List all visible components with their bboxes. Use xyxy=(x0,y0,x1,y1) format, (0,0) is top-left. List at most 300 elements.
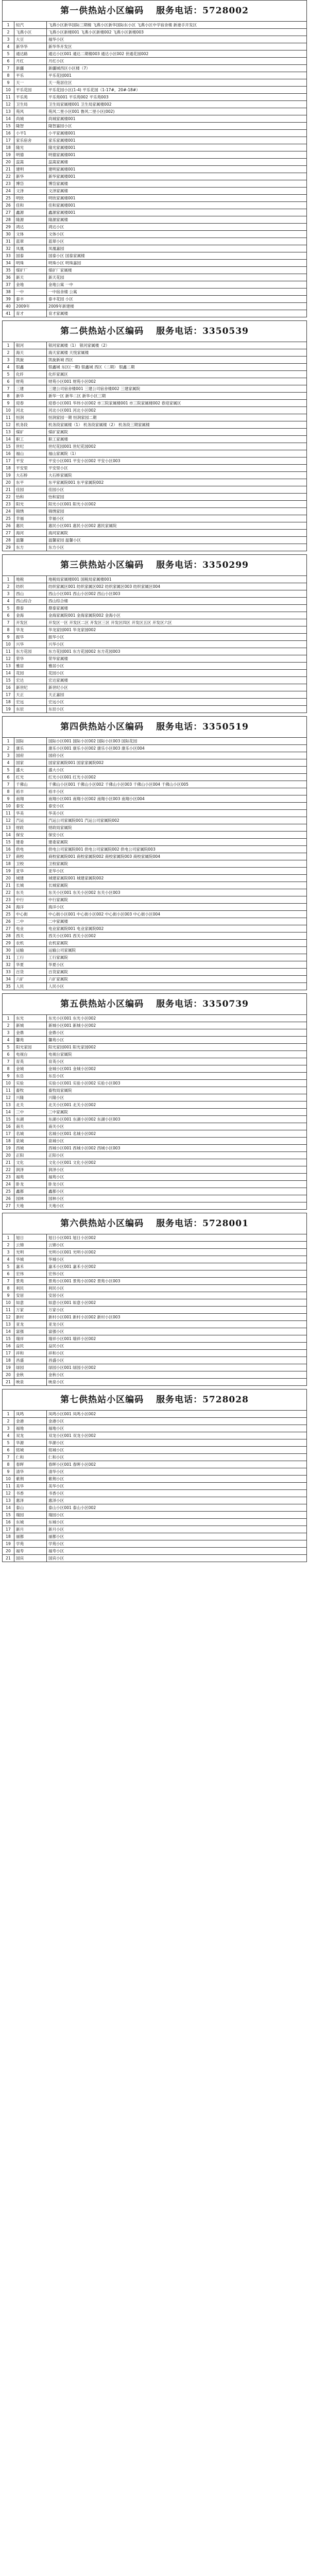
area-name: 泰山 xyxy=(14,1504,47,1512)
area-name: 新世纪 xyxy=(14,684,47,691)
station-table xyxy=(2,21,307,317)
row-number: 18 xyxy=(3,699,14,706)
row-number: 12 xyxy=(3,1490,14,1497)
area-codes: 金海家属院001 金海家属院002 金海小区 xyxy=(47,612,307,619)
area-codes: 锦绣家园 xyxy=(47,508,307,515)
table-row xyxy=(3,832,307,839)
row-number: 14 xyxy=(3,436,14,443)
area-codes: 职工家属楼 xyxy=(47,436,307,443)
table-row xyxy=(3,1555,307,1562)
table-row xyxy=(3,407,307,414)
area-name: 双龙 xyxy=(14,1432,47,1439)
table-row xyxy=(3,252,307,260)
row-number: 12 xyxy=(3,655,14,663)
table-row xyxy=(3,400,307,407)
area-codes: 平乐苑001 平乐苑002 平乐苑003 xyxy=(47,94,307,101)
area-codes: 保安小区 xyxy=(47,832,307,839)
area-name: 化纤 xyxy=(14,371,47,378)
area-codes: 建委家属院 xyxy=(47,839,307,846)
area-name: 书香 xyxy=(14,1490,47,1497)
row-number: 4 xyxy=(3,364,14,371)
area-name: 东岳 xyxy=(14,1073,47,1080)
area-name: 西城 xyxy=(14,1145,47,1152)
table-row xyxy=(3,159,307,166)
area-codes: 世纪花园001 世纪花园002 xyxy=(47,443,307,450)
area-codes: 迎春小区001 华玮小区002 市三院家属楼001 市三院家属楼002 春迎家属区 xyxy=(47,400,307,407)
area-name: 新城 xyxy=(14,1022,47,1029)
area-name: 铭城 xyxy=(14,1447,47,1454)
row-number: 21 xyxy=(3,486,14,494)
table-row xyxy=(3,699,307,706)
row-number: 2 xyxy=(3,349,14,357)
area-codes: 六矿家属院 xyxy=(47,976,307,983)
row-number: 2 xyxy=(3,1418,14,1425)
row-number: 4 xyxy=(3,1432,14,1439)
table-row xyxy=(3,846,307,853)
area-codes: 金港小区 xyxy=(47,1418,307,1425)
row-number: 36 xyxy=(3,274,14,281)
area-name: 鑫源 xyxy=(14,209,47,216)
row-number: 23 xyxy=(3,180,14,188)
area-name: 北关 xyxy=(14,1101,47,1109)
area-codes: 凤凰嘉园 xyxy=(47,245,307,252)
area-name: 昌盛 xyxy=(14,1357,47,1364)
area-name: 红光 xyxy=(14,774,47,781)
area-codes: 泰丰花园 小区 xyxy=(47,296,307,303)
area-codes: 双龙小区001 双龙小区002 xyxy=(47,1432,307,1439)
table-row xyxy=(3,393,307,400)
row-number: 32 xyxy=(3,245,14,252)
area-name: 新疆 xyxy=(14,65,47,72)
row-number: 3 xyxy=(3,357,14,364)
area-name: 月红 xyxy=(14,58,47,65)
area-codes: 长城家属院 xyxy=(47,882,307,889)
station-title xyxy=(2,716,307,737)
row-number: 25 xyxy=(3,195,14,202)
table-row xyxy=(3,1094,307,1101)
row-number: 3 xyxy=(3,1029,14,1037)
table-row xyxy=(3,245,307,252)
area-name: 泰安 xyxy=(14,803,47,810)
area-name: 人民 xyxy=(14,983,47,990)
area-name: 春晖 xyxy=(14,1461,47,1468)
row-number: 6 xyxy=(3,378,14,385)
table-row xyxy=(3,1174,307,1181)
row-number: 23 xyxy=(3,896,14,904)
area-name: 千佛山 xyxy=(14,781,47,788)
row-number: 6 xyxy=(3,1270,14,1278)
area-codes: 鑫都小区 xyxy=(47,1188,307,1195)
area-codes: 铭城小区 xyxy=(47,1447,307,1454)
area-codes: 机务段家属楼（1） 机务段家属楼（2） 机务段三期家属楼 xyxy=(47,421,307,429)
area-codes: 卫生局家属楼001 卫生局家属楼002 xyxy=(47,101,307,108)
station-name: 第六供热站小区编码 xyxy=(60,1218,144,1229)
area-name: 园林 xyxy=(14,1195,47,1202)
area-codes: 富强小区 xyxy=(47,1328,307,1335)
area-name: 金城 xyxy=(14,1065,47,1073)
row-number: 16 xyxy=(3,846,14,853)
row-number: 13 xyxy=(3,1497,14,1504)
row-number: 19 xyxy=(3,868,14,875)
row-number: 38 xyxy=(3,289,14,296)
area-name: 裕丰 xyxy=(14,788,47,795)
area-codes: 国家家属院001 国家家属院002 xyxy=(47,759,307,767)
table-row xyxy=(3,115,307,123)
row-number: 33 xyxy=(3,969,14,976)
area-codes: 一中宿舍楼 公寓 xyxy=(47,289,307,296)
table-row xyxy=(3,50,307,58)
area-name: 海天 xyxy=(14,349,47,357)
station-phone: 服务电话：3350519 xyxy=(156,722,249,732)
area-codes: 宏达家属楼 xyxy=(47,677,307,684)
area-codes: 鼎泰家属楼 xyxy=(47,605,307,612)
area-name: 福寿 xyxy=(14,1548,47,1555)
row-number: 16 xyxy=(3,1519,14,1526)
table-row xyxy=(3,925,307,933)
table-row xyxy=(3,1533,307,1540)
area-codes: 清华小区 xyxy=(47,1468,307,1476)
table-row xyxy=(3,1166,307,1174)
table-row xyxy=(3,1335,307,1343)
area-name: 映泉 xyxy=(14,1379,47,1386)
table-row xyxy=(3,706,307,713)
area-name: 安居 xyxy=(14,1292,47,1299)
row-number: 27 xyxy=(3,530,14,537)
row-number: 14 xyxy=(3,115,14,123)
area-name: 祥和 xyxy=(14,1350,47,1357)
area-name: 卫校 xyxy=(14,860,47,868)
area-name: 阳光家园 xyxy=(14,1044,47,1051)
area-name: 文化 xyxy=(14,1159,47,1166)
row-number: 12 xyxy=(3,1094,14,1101)
area-name: 平乐花园 xyxy=(14,87,47,94)
table-row xyxy=(3,342,307,349)
area-name: 金海 xyxy=(14,612,47,619)
row-number: 11 xyxy=(3,1483,14,1490)
area-codes: 东光小区001 东光小区002 xyxy=(47,1015,307,1022)
row-number: 2 xyxy=(3,29,14,36)
area-name: 景苑 xyxy=(14,1278,47,1285)
row-number: 9 xyxy=(3,400,14,407)
area-name: 锦绣 xyxy=(14,508,47,515)
area-name: 开发区 xyxy=(14,619,47,626)
table-row xyxy=(3,58,307,65)
row-number: 16 xyxy=(3,450,14,457)
row-number: 30 xyxy=(3,231,14,238)
table-row xyxy=(3,443,307,450)
table-row xyxy=(3,691,307,699)
row-number: 3 xyxy=(3,36,14,43)
table-row xyxy=(3,684,307,691)
table-row xyxy=(3,544,307,551)
area-codes: 新天花园 xyxy=(47,274,307,281)
area-codes: 国际小区001 国际小区002 国际小区003 国际花园 xyxy=(47,738,307,745)
row-number: 15 xyxy=(3,443,14,450)
station-phone: 服务电话：5728001 xyxy=(156,1218,249,1229)
area-name: 鑫都 xyxy=(14,1188,47,1195)
row-number: 22 xyxy=(3,494,14,501)
station-table xyxy=(2,575,307,713)
area-codes: 惠民小区001 惠民小区002 惠民家属院 xyxy=(47,522,307,530)
area-name: 煤矿厂 xyxy=(14,267,47,274)
table-row xyxy=(3,824,307,832)
table-row xyxy=(3,1195,307,1202)
table-row xyxy=(3,1371,307,1379)
area-codes: 商校家属院001 商校家属院002 商校家属院003 商校家属院004 xyxy=(47,853,307,860)
area-codes: 文化小区001 文化小区002 xyxy=(47,1159,307,1166)
row-number: 5 xyxy=(3,1439,14,1447)
table-row xyxy=(3,1548,307,1555)
area-name: 丽都 xyxy=(14,1533,47,1540)
area-codes: 平安小区001 平安小区002 平安小区003 xyxy=(47,457,307,465)
row-number: 15 xyxy=(3,1116,14,1123)
row-number: 21 xyxy=(3,1379,14,1386)
row-number: 18 xyxy=(3,144,14,151)
row-number: 17 xyxy=(3,691,14,699)
table-row xyxy=(3,274,307,281)
table-row xyxy=(3,1497,307,1504)
row-number: 3 xyxy=(3,1249,14,1256)
area-name: 温馨 xyxy=(14,537,47,544)
table-row xyxy=(3,22,307,29)
table-row xyxy=(3,1432,307,1439)
table-row xyxy=(3,1278,307,1285)
row-number: 17 xyxy=(3,1526,14,1533)
area-codes: 西关小区001 西关小区002 xyxy=(47,933,307,940)
table-row xyxy=(3,137,307,144)
area-codes: 恒润家园一期 恒润家园二期 xyxy=(47,414,307,421)
area-codes: 瑞园小区 xyxy=(47,1512,307,1519)
row-number: 16 xyxy=(3,130,14,137)
row-number: 12 xyxy=(3,101,14,108)
table-row xyxy=(3,166,307,173)
area-codes: 隆源家属楼 xyxy=(47,216,307,224)
table-row xyxy=(3,1181,307,1188)
station-title xyxy=(2,993,307,1014)
area-name: 飞燕小区 xyxy=(14,29,47,36)
area-name: 新华华 xyxy=(14,43,47,50)
area-codes: 海洋小区 xyxy=(47,904,307,911)
area-codes: 国宾小区 xyxy=(47,1555,307,1562)
area-codes: 亚华小区 xyxy=(47,868,307,875)
area-codes: 雅居小区 xyxy=(47,663,307,670)
area-codes: 园林小区 xyxy=(47,1195,307,1202)
table-row xyxy=(3,1328,307,1335)
row-number: 9 xyxy=(3,634,14,641)
area-name: 小平1 xyxy=(14,130,47,137)
area-codes: 畜牧局家属院 xyxy=(47,1087,307,1094)
station-title xyxy=(2,1389,307,1410)
area-codes: 天地小区 xyxy=(47,1202,307,1210)
row-number: 1 xyxy=(3,1015,14,1022)
area-name: 2009年 xyxy=(14,303,47,310)
row-number: 19 xyxy=(3,151,14,159)
area-codes: 景苑小区001 景苑小区002 景苑小区003 xyxy=(47,1278,307,1285)
area-codes: 阳光小区001 阳光小区002 xyxy=(47,501,307,508)
area-name: 明珠 xyxy=(14,260,47,267)
area-name: 西山综合 xyxy=(14,598,47,605)
table-row xyxy=(3,289,307,296)
area-name: 新华 xyxy=(14,393,47,400)
area-codes: 鸿达小区 xyxy=(47,224,307,231)
row-number: 28 xyxy=(3,933,14,940)
table-row xyxy=(3,767,307,774)
area-name: 兴华 xyxy=(14,641,47,648)
table-row xyxy=(3,954,307,961)
table-row xyxy=(3,1080,307,1087)
table-row xyxy=(3,494,307,501)
area-codes: 名城小区001 名城小区002 xyxy=(47,1130,307,1138)
row-number: 27 xyxy=(3,1202,14,1210)
table-row xyxy=(3,803,307,810)
area-name: 保安 xyxy=(14,832,47,839)
row-number: 2 xyxy=(3,1022,14,1029)
row-number: 8 xyxy=(3,1461,14,1468)
area-name: 东辰 xyxy=(14,706,47,713)
area-codes: 正阳小区 xyxy=(47,1152,307,1159)
area-codes: 新世纪小区 xyxy=(47,684,307,691)
area-codes: 益民小区 xyxy=(47,1343,307,1350)
row-number: 21 xyxy=(3,166,14,173)
table-row xyxy=(3,310,307,317)
area-codes: 新村小区001 新村小区002 新村小区003 xyxy=(47,1314,307,1321)
area-name: 迎春 xyxy=(14,400,47,407)
row-number: 18 xyxy=(3,1138,14,1145)
area-codes: 亚龙小区 xyxy=(47,1321,307,1328)
area-codes: 天一苑居住区 xyxy=(47,79,307,87)
table-row xyxy=(3,933,307,940)
row-number: 21 xyxy=(3,1555,14,1562)
area-codes: 紫荆小区 xyxy=(47,1476,307,1483)
row-number: 16 xyxy=(3,1343,14,1350)
table-row xyxy=(3,1540,307,1548)
row-number: 9 xyxy=(3,795,14,803)
station-name: 第七供热站小区编码 xyxy=(60,1395,144,1405)
station-title xyxy=(2,1213,307,1234)
area-name: 恒润 xyxy=(14,414,47,421)
row-number: 19 xyxy=(3,472,14,479)
area-codes: 明珠小区 明珠嘉园 xyxy=(47,260,307,267)
table-row xyxy=(3,209,307,216)
area-codes: 平安里小区 xyxy=(47,465,307,472)
row-number: 10 xyxy=(3,407,14,414)
area-name: 东关 xyxy=(14,889,47,896)
table-row xyxy=(3,1504,307,1512)
area-name: 紫荆 xyxy=(14,1476,47,1483)
area-codes: 博岱家属楼 xyxy=(47,180,307,188)
row-number: 27 xyxy=(3,925,14,933)
table-row xyxy=(3,759,307,767)
area-codes: 千佛山小区001 千佛山小区002 千佛山小区003 千佛山小区004 千佛山小区005 xyxy=(47,781,307,788)
table-row xyxy=(3,1299,307,1307)
table-row xyxy=(3,1145,307,1152)
table-row xyxy=(3,1379,307,1386)
station-table xyxy=(2,1410,307,1562)
row-number: 13 xyxy=(3,663,14,670)
table-row xyxy=(3,605,307,612)
station-name: 第一供热站小区编码 xyxy=(60,6,144,16)
area-name: 中心街 xyxy=(14,911,47,918)
area-name: 瑞祥 xyxy=(14,1335,47,1343)
area-codes: 国府小区 xyxy=(47,752,307,759)
row-number: 26 xyxy=(3,1195,14,1202)
row-number: 28 xyxy=(3,537,14,544)
table-row xyxy=(3,1073,307,1080)
table-row xyxy=(3,173,307,180)
row-number: 24 xyxy=(3,1181,14,1188)
row-number: 19 xyxy=(3,1145,14,1152)
table-row xyxy=(3,1029,307,1037)
area-name: 兴隆 xyxy=(14,1094,47,1101)
area-codes: 运输公司家属院 xyxy=(47,947,307,954)
area-name: 盛大 xyxy=(14,767,47,774)
table-row xyxy=(3,1015,307,1022)
table-row xyxy=(3,486,307,494)
area-name: 通达路 xyxy=(14,50,47,58)
area-codes: 宏伟小区 xyxy=(47,1270,307,1278)
area-name: 新华 xyxy=(14,173,47,180)
table-row xyxy=(3,151,307,159)
station-phone: 服务电话：3350299 xyxy=(156,560,249,570)
row-number: 19 xyxy=(3,1540,14,1548)
area-codes: 飞燕小区新楼001 飞燕小区新楼002 飞燕小区新楼003 xyxy=(47,29,307,36)
area-name: 大豆 xyxy=(14,36,47,43)
row-number: 10 xyxy=(3,87,14,94)
area-name: 新村 xyxy=(14,1314,47,1321)
area-name: 银河 xyxy=(14,342,47,349)
row-number: 23 xyxy=(3,1174,14,1181)
area-name: 鼎泰 xyxy=(14,605,47,612)
area-name: 平乐苑 xyxy=(14,94,47,101)
area-codes: 隆智嘉园小区 xyxy=(47,123,307,130)
area-name: 国泰 xyxy=(14,252,47,260)
row-number: 29 xyxy=(3,544,14,551)
table-row xyxy=(3,1321,307,1328)
area-codes: 东关小区001 东关小区002 东关小区003 xyxy=(47,889,307,896)
row-number: 34 xyxy=(3,260,14,267)
area-codes: 华夏小区 xyxy=(47,961,307,969)
table-row xyxy=(3,1476,307,1483)
station-table xyxy=(2,1014,307,1210)
area-name: 泰丰 xyxy=(14,296,47,303)
area-name: 海洋 xyxy=(14,904,47,911)
row-number: 22 xyxy=(3,1166,14,1174)
area-name: 电业 xyxy=(14,925,47,933)
row-number: 14 xyxy=(3,670,14,677)
table-row xyxy=(3,123,307,130)
table-row xyxy=(3,1202,307,1210)
row-number: 26 xyxy=(3,522,14,530)
table-row xyxy=(3,1512,307,1519)
area-codes: 新月小区 xyxy=(47,1526,307,1533)
row-number: 24 xyxy=(3,904,14,911)
table-row xyxy=(3,202,307,209)
area-name: 南关 xyxy=(14,1123,47,1130)
table-row xyxy=(3,1425,307,1432)
table-row xyxy=(3,303,307,310)
area-name: 天地 xyxy=(14,1202,47,1210)
table-row xyxy=(3,1292,307,1299)
table-row xyxy=(3,1242,307,1249)
area-name: 佳和 xyxy=(14,202,47,209)
area-codes: 映泉小区 xyxy=(47,1379,307,1386)
table-row xyxy=(3,752,307,759)
row-number: 10 xyxy=(3,1476,14,1483)
table-row xyxy=(3,1087,307,1094)
row-number: 11 xyxy=(3,810,14,817)
table-row xyxy=(3,1130,307,1138)
table-row xyxy=(3,1101,307,1109)
